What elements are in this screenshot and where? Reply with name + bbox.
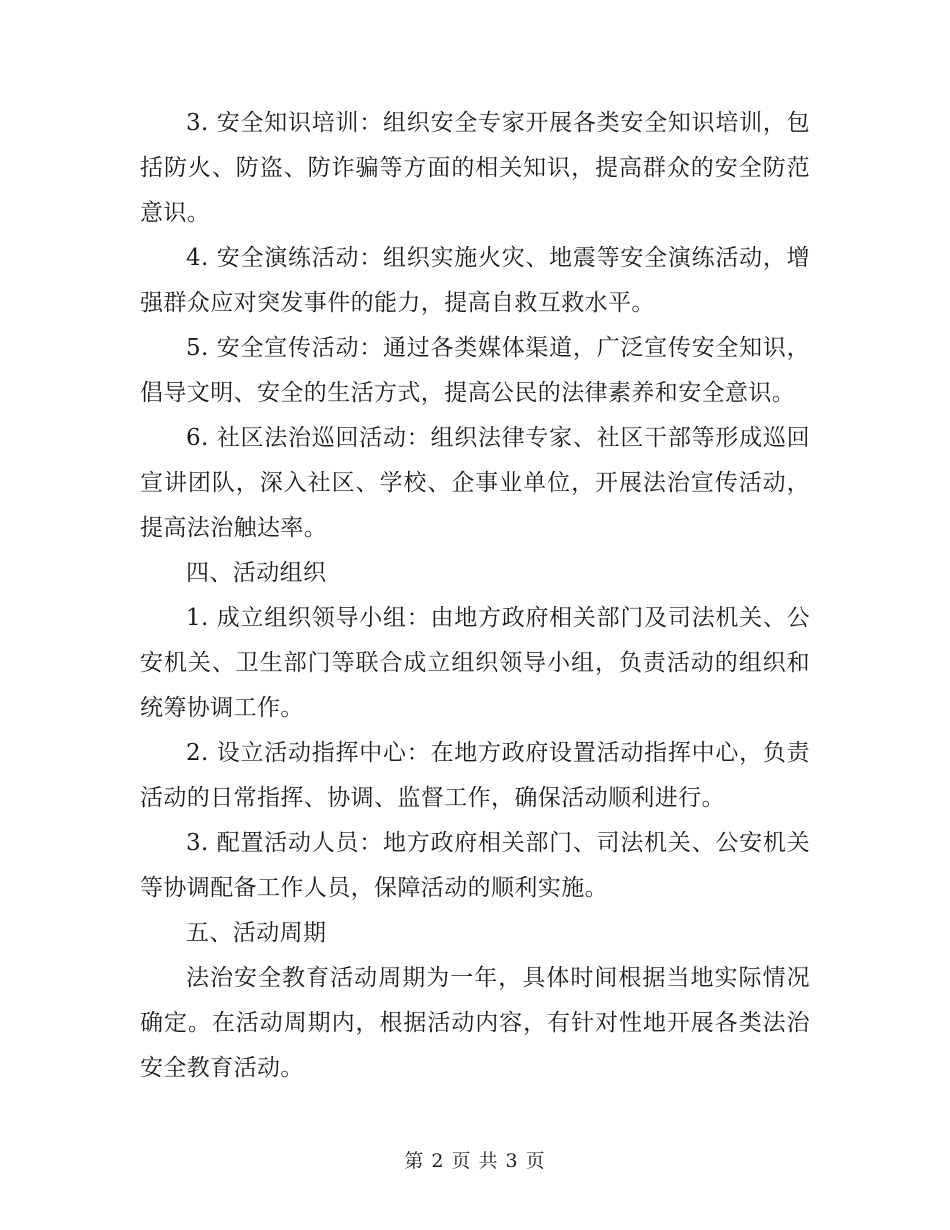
section-heading-period: 五、活动周期: [186, 920, 327, 946]
paragraph-item-6-community-tour: 6. 社区法治巡回活动：组织法律专家、社区干部等形成巡回宣讲团队，深入社区、学校、企事业单位，开展法治宣传活动，提高法治触达率。: [140, 425, 810, 541]
paragraph-item-3-staffing: 3. 配置活动人员：地方政府相关部门、司法机关、公安机关等协调配备工作人员，保障活动的顺利实施。: [140, 830, 810, 901]
paragraph-item-2-command-center: 2. 设立活动指挥中心：在地方政府设置活动指挥中心，负责活动的日常指挥、协调、监督工作，确保活动顺利进行。: [140, 740, 810, 811]
paragraph-period-description: 法治安全教育活动周期为一年，具体时间根据当地实际情况确定。在活动周期内，根据活动内容，有针对性地开展各类法治安全教育活动。: [140, 965, 810, 1081]
document-body: [140, 101, 810, 1091]
page-number-footer: 第 2 页 共 3 页: [404, 1150, 546, 1172]
paragraph-item-4-drill: 4. 安全演练活动：组织实施火灾、地震等安全演练活动，增强群众应对突发事件的能力，提高自救互救水平。: [140, 245, 810, 316]
paragraph-item-1-leadership-group: 1. 成立组织领导小组：由地方政府相关部门及司法机关、公安机关、卫生部门等联合成立组织领导小组，负责活动的组织和统筹协调工作。: [140, 605, 810, 721]
paragraph-item-5-publicity: 5. 安全宣传活动：通过各类媒体渠道，广泛宣传安全知识，倡导文明、安全的生活方式，提高公民的法律素养和安全意识。: [140, 335, 810, 406]
paragraph-item-3-training: 3. 安全知识培训：组织安全专家开展各类安全知识培训，包括防火、防盗、防诈骗等方面的相关知识，提高群众的安全防范意识。: [140, 110, 810, 226]
section-heading-organization: 四、活动组织: [186, 560, 327, 586]
